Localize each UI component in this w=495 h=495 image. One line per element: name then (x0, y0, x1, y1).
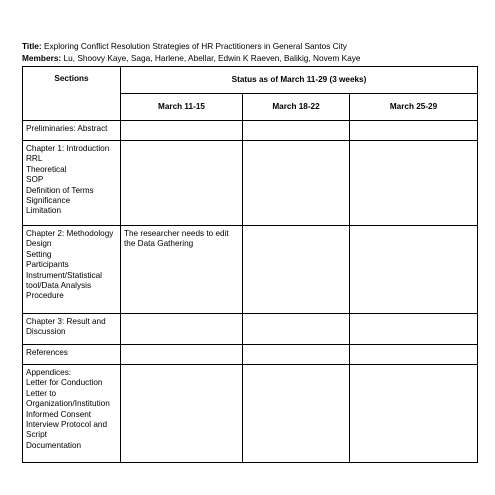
status-cell-week-2 (243, 141, 350, 226)
section-line: Design (26, 239, 52, 249)
title-value: Exploring Conflict Resolution Strategies of HR Practitioners in General Santos City (41, 41, 347, 51)
section-line: Discussion (26, 327, 66, 337)
table-row (23, 226, 478, 314)
status-cell-week-2 (243, 345, 350, 365)
section-line: Appendices: (26, 368, 72, 377)
status-cell-week-1 (121, 345, 243, 365)
week-header-1: March 11-15 (121, 94, 243, 121)
section-line: Interview Protocol and (26, 420, 108, 430)
table-row (23, 121, 478, 141)
section-cell (23, 314, 121, 345)
week-header-3: March 25-29 (350, 94, 478, 121)
section-line: SOP (26, 175, 44, 185)
section-line: RRL (26, 154, 43, 164)
title-line (22, 40, 477, 52)
status-cell-week-1 (121, 365, 243, 463)
title-label: Title: (22, 41, 42, 51)
table-row (23, 314, 478, 345)
status-cell-week-2 (243, 226, 350, 314)
section-line: Letter to (26, 388, 57, 398)
section-cell (23, 121, 121, 141)
section-line: Organization/Institution (26, 399, 110, 409)
status-cell-week-2 (243, 365, 350, 463)
status-cell-week-3 (350, 365, 478, 463)
section-cell (23, 226, 121, 314)
section-line: Documentation (26, 440, 82, 450)
status-cell-week-1: The researcher needs to edit the Data Gathering (121, 226, 243, 314)
members-value: Lu, Shoovy Kaye, Saga, Harlene, Abellar, Edwin K Raeven, Balikig, Novem Kaye (61, 53, 361, 63)
section-line: Limitation (26, 206, 62, 216)
section-line: Definition of Terms (26, 185, 94, 195)
section-line: Theoretical (26, 164, 67, 174)
section-line: Script (26, 430, 47, 440)
section-line: Chapter 3: Result and (26, 317, 106, 326)
section-line: Informed Consent (26, 409, 92, 419)
section-line: Chapter 1: Introduction (26, 144, 110, 153)
members-line (22, 52, 477, 64)
status-cell-week-3 (350, 226, 478, 314)
section-cell (23, 345, 121, 365)
status-header: Status as of March 11-29 (3 weeks) (121, 67, 478, 94)
status-cell-week-1 (121, 141, 243, 226)
table-row (23, 345, 478, 365)
section-line: Chapter 2: Methodology (26, 229, 114, 238)
section-line: References (26, 348, 68, 357)
status-cell-week-1 (121, 314, 243, 345)
table-row (23, 141, 478, 226)
status-cell-week-3 (350, 314, 478, 345)
section-cell (23, 365, 121, 463)
document-header (22, 40, 477, 64)
section-line: Preliminaries: Abstract (26, 124, 108, 133)
table-row (23, 365, 478, 463)
week-header-2: March 18-22 (243, 94, 350, 121)
section-line: Procedure (26, 291, 64, 301)
sections-header: Sections (23, 67, 121, 121)
section-line: Setting (26, 249, 52, 259)
section-line: Significance (26, 196, 71, 206)
status-cell-week-3 (350, 345, 478, 365)
section-line: tool/Data Analysis (26, 281, 92, 291)
section-line: Letter for Conduction (26, 378, 103, 388)
status-cell-week-2 (243, 121, 350, 141)
status-cell-week-2 (243, 314, 350, 345)
status-table (22, 66, 478, 463)
members-label: Members: (22, 53, 62, 63)
section-line: Instrument/Statistical (26, 270, 102, 280)
section-line: Participants (26, 260, 69, 270)
status-cell-week-1 (121, 121, 243, 141)
status-cell-week-3 (350, 141, 478, 226)
status-cell-week-3 (350, 121, 478, 141)
table-body (23, 121, 478, 463)
section-cell (23, 141, 121, 226)
